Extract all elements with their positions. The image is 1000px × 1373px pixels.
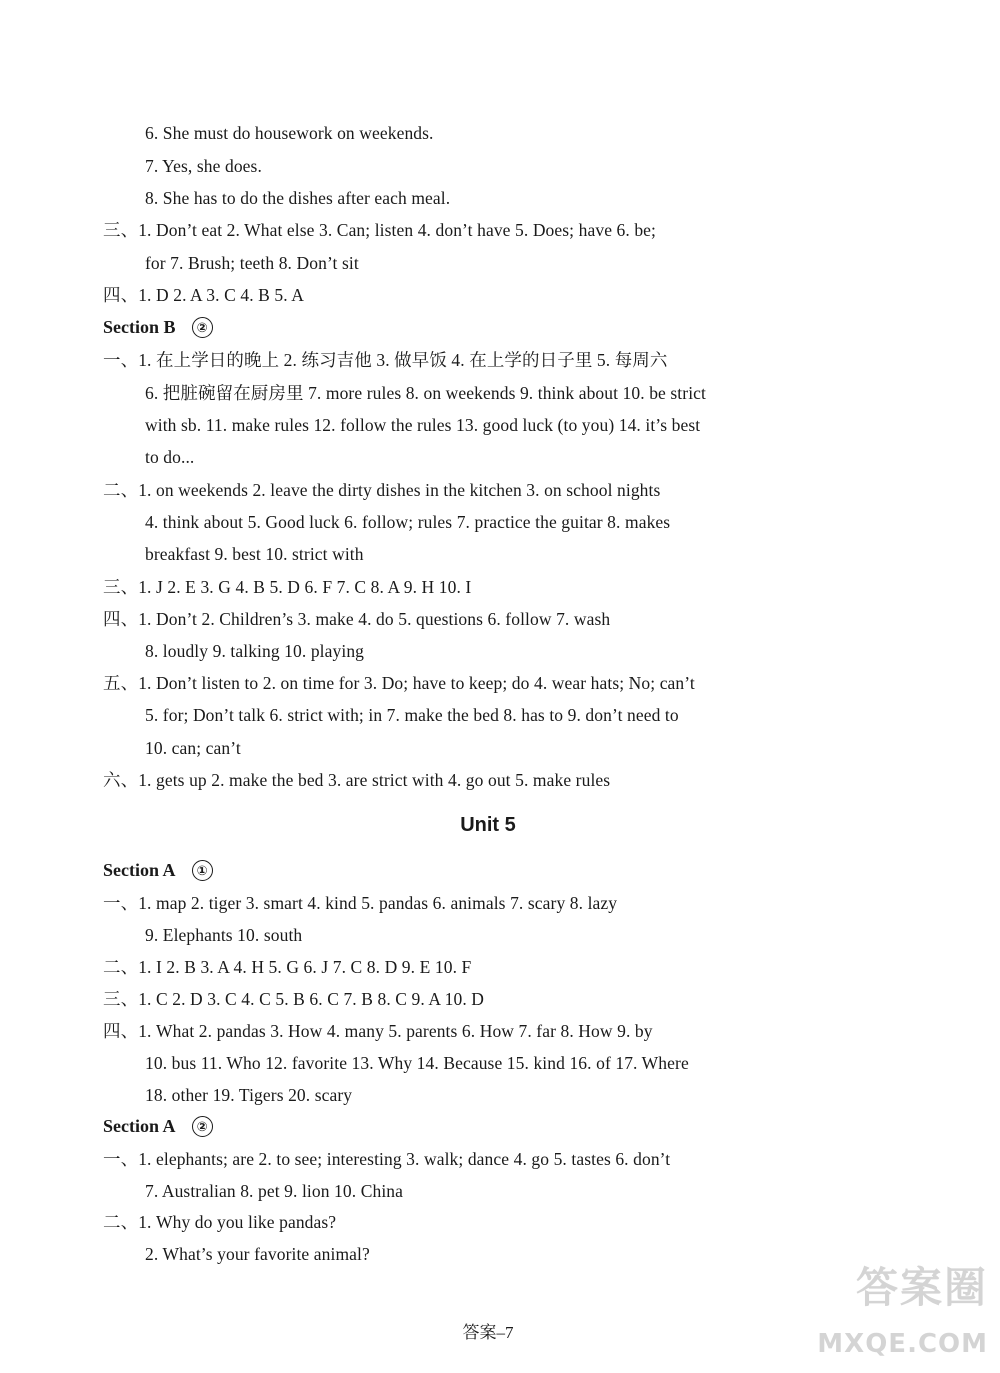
answer-line: 四、1. What 2. pandas 3. How 4. many 5. parents 6. How 7. far 8. How 9. by (103, 1021, 653, 1041)
answer-line: 二、1. Why do you like pandas? (103, 1212, 337, 1232)
section-label: Section A (103, 1116, 176, 1136)
answer-line: 四、1. D 2. A 3. C 4. B 5. A (103, 285, 304, 305)
watermark-logo (798, 1264, 988, 1359)
section-heading (103, 1114, 213, 1138)
watermark-text: 答案圈 (855, 1263, 988, 1312)
answer-line: 4. think about 5. Good luck 6. follow; rules 7. practice the guitar 8. makes (145, 512, 671, 532)
answer-line: 四、1. Don’t 2. Children’s 3. make 4. do 5. questions 6. follow 7. wash (103, 609, 611, 629)
answer-line: 六、1. gets up 2. make the bed 3. are strict with 4. go out 5. make rules (103, 770, 611, 790)
watermark-url: MXQE.COM (817, 1329, 988, 1359)
answer-line: 三、1. C 2. D 3. C 4. C 5. B 6. C 7. B 8. C 9. A 10. D (103, 989, 485, 1009)
answer-line: 5. for; Don’t talk 6. strict with; in 7. make the bed 8. has to 9. don’t need to (145, 705, 679, 725)
answer-line: 二、1. on weekends 2. leave the dirty dishes in the kitchen 3. on school nights (103, 480, 661, 500)
answer-line: 7. Yes, she does. (145, 156, 262, 176)
answer-line: 7. Australian 8. pet 9. lion 10. China (145, 1181, 404, 1201)
section-heading (103, 315, 213, 339)
answer-line: 三、1. Don’t eat 2. What else 3. Can; listen 4. don’t have 5. Does; have 6. be; (103, 220, 657, 240)
answer-line: 8. She has to do the dishes after each meal. (145, 188, 451, 208)
section-label: Section B (103, 317, 176, 337)
answer-line: for 7. Brush; teeth 8. Don’t sit (145, 253, 359, 273)
answer-line: 6. 把脏碗留在厨房里 7. more rules 8. on weekends 9. think about 10. be strict (145, 383, 706, 403)
section-label: Section A (103, 860, 176, 880)
answer-line: 10. can; can’t (145, 738, 241, 758)
section-number-badge: ② (192, 1116, 213, 1137)
answer-line: 8. loudly 9. talking 10. playing (145, 641, 365, 661)
answer-line: 五、1. Don’t listen to 2. on time for 3. Do; have to keep; do 4. wear hats; No; can’t (103, 673, 695, 693)
answer-line: 三、1. J 2. E 3. G 4. B 5. D 6. F 7. C 8. A 9. H 10. I (103, 577, 472, 597)
answer-line: 一、1. elephants; are 2. to see; interesting 3. walk; dance 4. go 5. tastes 6. don’t (103, 1149, 671, 1169)
answer-line: 10. bus 11. Who 12. favorite 13. Why 14. Because 15. kind 16. of 17. Where (145, 1053, 689, 1073)
answer-line: to do... (145, 447, 195, 467)
page-number: 答案–7 (462, 1323, 514, 1342)
section-number-badge: ① (192, 860, 213, 881)
answer-line: breakfast 9. best 10. strict with (145, 544, 364, 564)
answer-line: 一、1. map 2. tiger 3. smart 4. kind 5. pandas 6. animals 7. scary 8. lazy (103, 893, 618, 913)
section-number-badge: ② (192, 317, 213, 338)
unit-title: Unit 5 (460, 814, 516, 836)
answer-line: 6. She must do housework on weekends. (145, 123, 434, 143)
answer-line: 一、1. 在上学日的晚上 2. 练习吉他 3. 做早饭 4. 在上学的日子里 5. 每周六 (103, 350, 668, 370)
answer-line: 2. What’s your favorite animal? (145, 1244, 370, 1264)
answer-line: with sb. 11. make rules 12. follow the rules 13. good luck (to you) 14. it’s best (145, 415, 701, 435)
answer-line: 18. other 19. Tigers 20. scary (145, 1085, 353, 1105)
section-heading (103, 858, 213, 882)
answer-line: 二、1. I 2. B 3. A 4. H 5. G 6. J 7. C 8. D 9. E 10. F (103, 957, 472, 977)
answer-line: 9. Elephants 10. south (145, 925, 303, 945)
